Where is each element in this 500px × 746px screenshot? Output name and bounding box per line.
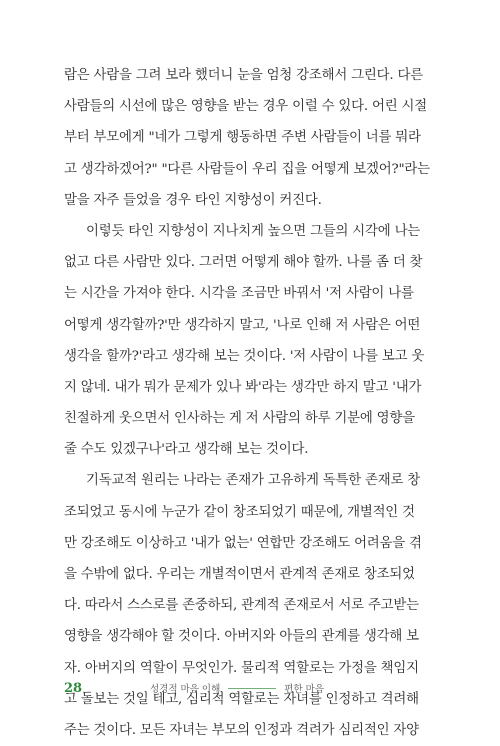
text-line: 주는 것이다. 모든 자녀는 부모의 인정과 격려가 심리적인 자양 [64,722,419,738]
paragraph-3 [64,465,438,746]
text-line: 이렇듯 타인 지향성이 지나치게 높으면 그들의 시각에 나는 [86,223,421,239]
page-footer [64,678,438,698]
text-line: 만 강조해도 이상하고 '내가 없는' 연합만 강조해도 어려움을 겪 [64,535,422,551]
text-line: 지 않네. 내가 뭐가 문제가 있나 봐'라는 생각만 하지 말고 '내가 [64,379,422,395]
text-line: 는 시간을 가져야 한다. 시각을 조금만 바꿔서 '저 사람이 나를 [64,286,414,302]
text-line: 말을 자주 들었을 경우 타인 지향성이 커진다. [64,192,322,208]
footer-divider [228,688,276,689]
text-line: 없고 다른 사람만 있다. 그러면 어떻게 해야 할까. 나를 좀 더 찾 [64,255,423,271]
page-number: 28 [64,680,83,696]
paragraph-1 [64,60,438,216]
book-title: 성경적 마음 이해 [150,684,221,695]
chapter-title: 편한 마음 [284,684,325,695]
text-line: 어떻게 생각할까?'만 생각하지 말고, '나로 인해 저 사람은 어떤 [64,317,421,333]
text-line: 자. 아버지의 역할이 무엇인가. 물리적 역할로는 가정을 책임지 [64,660,419,676]
text-line: 조되었고 동시에 누군가 같이 창조되었기 때문에, 개별적인 것 [64,504,415,520]
text-line: 영향을 생각해야 할 것이다. 아버지와 아들의 관계를 생각해 보 [64,629,419,645]
text-line: 람은 사람을 그려 보라 했더니 눈을 엄청 강조해서 그린다. 다른 [64,68,423,83]
text-line: 다. 따라서 스스로를 존중하되, 관계적 존재로서 서로 주고받는 [64,598,419,614]
text-line: 줄 수도 있겠구나'라고 생각해 보는 것이다. [64,442,309,458]
text-line: 고 생각하겠어?" "다른 사람들이 우리 집을 어떻게 보겠어?"라는 [64,161,430,177]
text-line: 생각을 할까?'라고 생각해 보는 것이다. '저 사람이 나를 보고 웃 [64,348,425,364]
text-line: 을 수밖에 없다. 우리는 개별적이면서 관계적 존재로 창조되었 [64,567,415,582]
text-line: 사람들의 시선에 많은 영향을 받는 경우 이럴 수 있다. 어린 시절 [64,99,428,115]
page-body-text [64,60,438,746]
text-line: 고 돌보는 것일 테고, 심리적 역할로는 자녀를 인정하고 격려해 [64,691,419,707]
text-line: 기독교적 원리는 나라는 존재가 고유하게 독특한 존재로 창 [86,473,421,489]
paragraph-2 [64,216,438,466]
text-line: 부터 부모에게 "네가 그렇게 행동하면 주변 사람들이 너를 뭐라 [64,130,421,146]
text-line: 친절하게 웃으면서 인사하는 게 저 사람의 하루 기분에 영향을 [64,411,415,427]
